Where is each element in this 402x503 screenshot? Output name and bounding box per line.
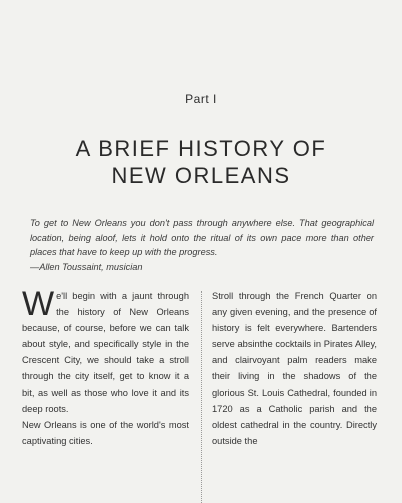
epigraph-quote: To get to New Orleans you don't pass through anywhere else. That geographical location, being aloof, lets it hold onto the ritual of its own pace more than other places that have to keep up with the progress. [30,218,374,258]
left-paragraph-1 [22,285,189,417]
chapter-title-line-1: A BRIEF HISTORY OF [75,135,327,161]
drop-cap: W [22,285,55,323]
right-column [212,288,377,449]
left-paragraph-1-text: e'll begin with a jaunt through the history of New Orleans because, of course, before we can talk about style, and specifically style in the Crescent City, we should take a stroll through the city itself, get to know it a bit, as well as those who love it and its deep roots. [22,291,189,414]
epigraph-attribution: —Allen Toussaint, musician [30,261,143,272]
column-divider [201,291,202,503]
part-label: Part I [185,92,217,106]
chapter-title-line-2: NEW ORLEANS [111,162,291,188]
left-column [22,285,189,449]
chapter-title [0,135,402,189]
left-paragraph-2: New Orleans is one of the world's most captivating cities. [22,419,189,446]
right-paragraph-1: Stroll through the French Quarter on any given evening, and the presence of history is felt everywhere. Bartenders serve absinthe cocktails in Pirates Alley, and clairvoyant palm readers make their living in the shadows of the glorious St. Louis Cathedral, founded in 1720 as a Catholic parish and the oldest cathedral in the country. Directly outside the [212,291,377,446]
epigraph [30,216,374,274]
